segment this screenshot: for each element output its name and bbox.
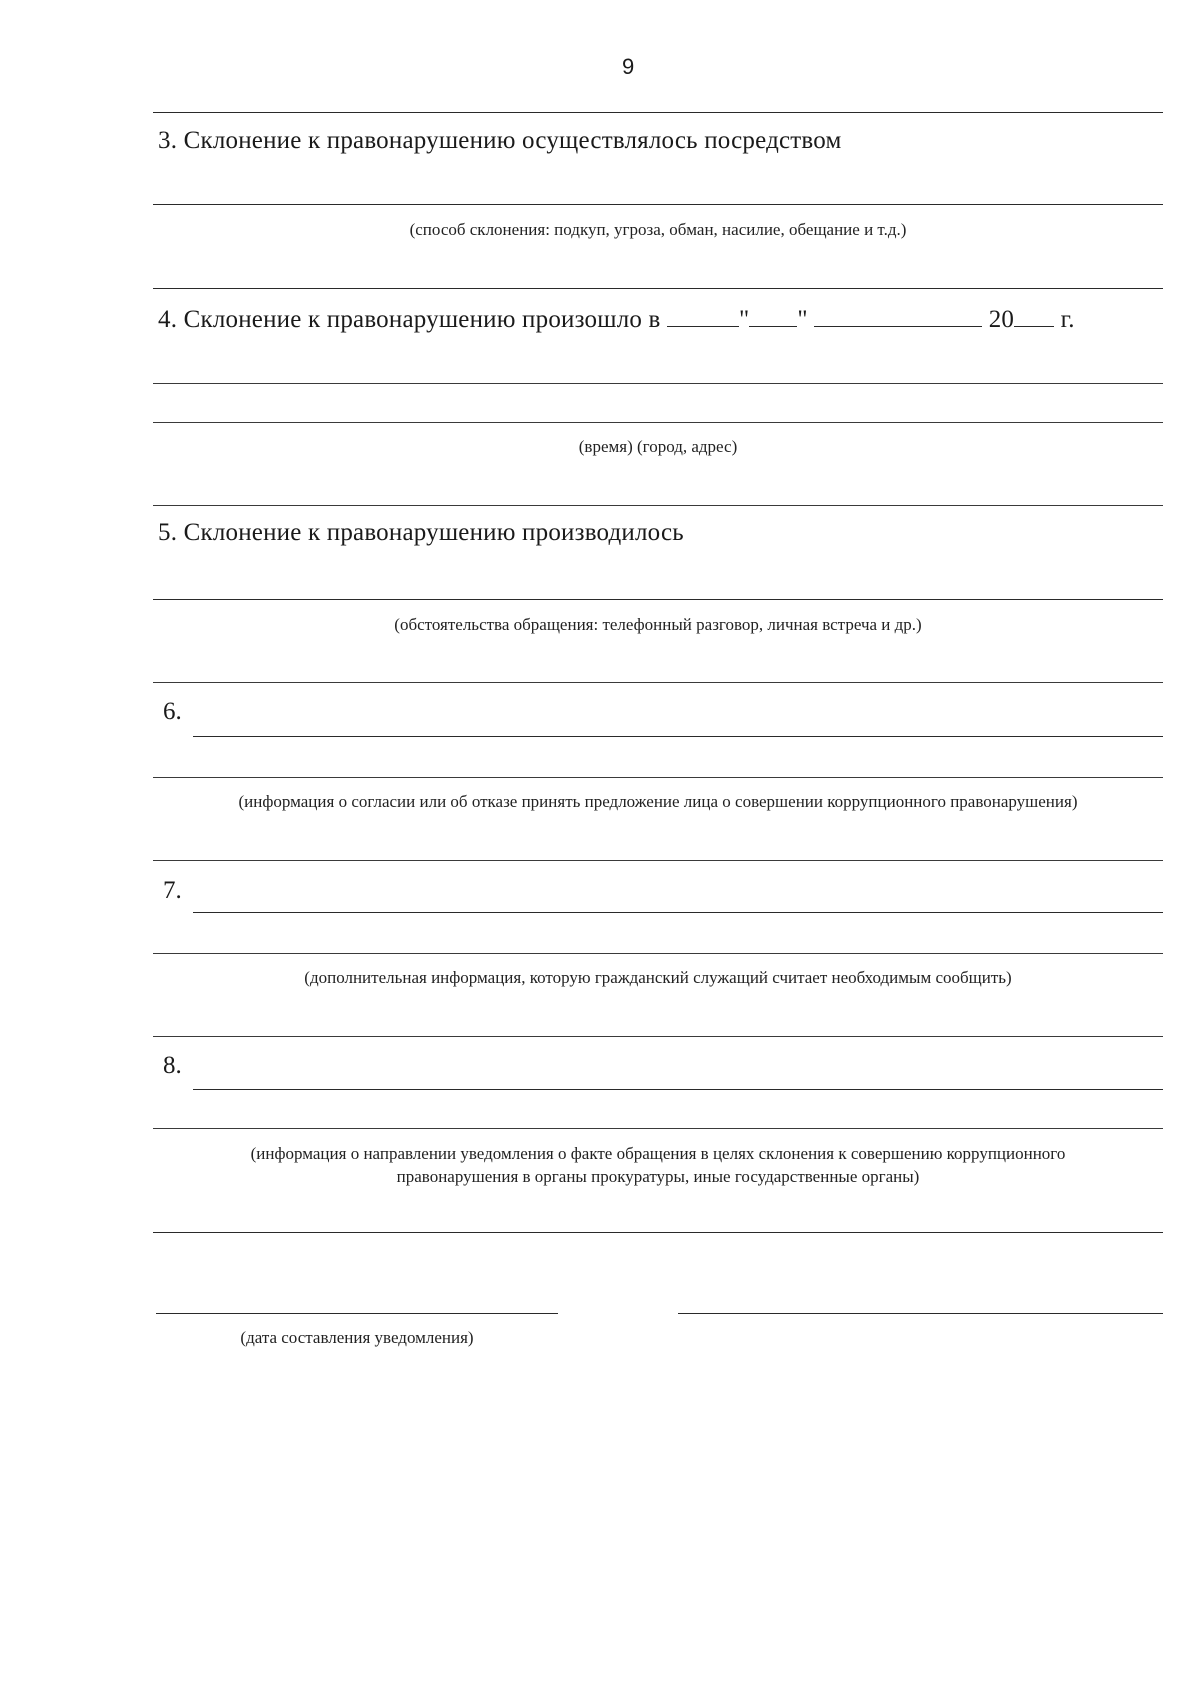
year-suffix: г. (1060, 306, 1075, 333)
signature-line[interactable] (678, 1313, 1163, 1314)
item-4-answer-line[interactable] (153, 505, 1163, 506)
item-7-number: 7. (163, 877, 182, 904)
top-rule (153, 112, 1163, 113)
item-6-answer-line-3[interactable] (153, 860, 1163, 861)
item-8-answer-line-2[interactable] (153, 1128, 1163, 1129)
item-5-text: 5. Склонение к правонарушению производилось (158, 519, 684, 546)
item-5-answer-line[interactable] (153, 599, 1163, 600)
year-blank[interactable] (1014, 304, 1054, 327)
time-place-caption: (время) (город, адрес) (578, 437, 738, 456)
day-blank-2[interactable] (749, 304, 797, 327)
date-caption: (дата составления уведомления) (240, 1328, 474, 1347)
quote-close: " (797, 306, 808, 333)
item-5-answer-line-2[interactable] (153, 682, 1163, 683)
additional-caption: (дополнительная информация, которую гражданский служащий считает необходимым сообщить) (304, 968, 1012, 987)
consent-caption: (информация о согласии или об отказе принять предложение лица о совершении коррупционного правонарушения) (238, 792, 1078, 811)
circumstances-caption: (обстоятельства обращения: телефонный разговор, личная встреча и др.) (394, 615, 922, 634)
notification-caption-line-2: правонарушения в органы прокуратуры, иные государственные органы) (396, 1167, 920, 1186)
day-blank[interactable] (667, 304, 739, 327)
date-line[interactable] (156, 1313, 558, 1314)
address-line[interactable] (153, 422, 1163, 423)
item-7-answer-line[interactable] (193, 912, 1163, 913)
item-4-prefix: 4. Склонение к правонарушению произошло в (158, 306, 661, 333)
notification-caption-line-1: (информация о направлении уведомления о факте обращения в целях склонения к совершению коррупционного (250, 1144, 1066, 1163)
item-8-answer-line[interactable] (193, 1089, 1163, 1090)
item-6-number: 6. (163, 698, 182, 725)
item-8-number: 8. (163, 1052, 182, 1079)
item-8-answer-line-3[interactable] (153, 1232, 1163, 1233)
month-blank[interactable] (814, 304, 982, 327)
item-3-answer-line[interactable] (153, 204, 1163, 205)
item-3-answer-line-2[interactable] (153, 288, 1163, 289)
item-7-answer-line-3[interactable] (153, 1036, 1163, 1037)
item-4-text (158, 304, 1075, 334)
quote-open: " (738, 306, 750, 333)
page-number: 9 (622, 54, 635, 79)
year-prefix: 20 (988, 306, 1015, 333)
item-3-text: 3. Склонение к правонарушению осуществлялось посредством (158, 127, 842, 154)
item-7-answer-line-2[interactable] (153, 953, 1163, 954)
time-line[interactable] (153, 383, 1163, 384)
item-6-answer-line-2[interactable] (153, 777, 1163, 778)
method-caption: (способ склонения: подкуп, угроза, обман, насилие, обещание и т.д.) (409, 220, 907, 239)
item-6-answer-line[interactable] (193, 736, 1163, 737)
